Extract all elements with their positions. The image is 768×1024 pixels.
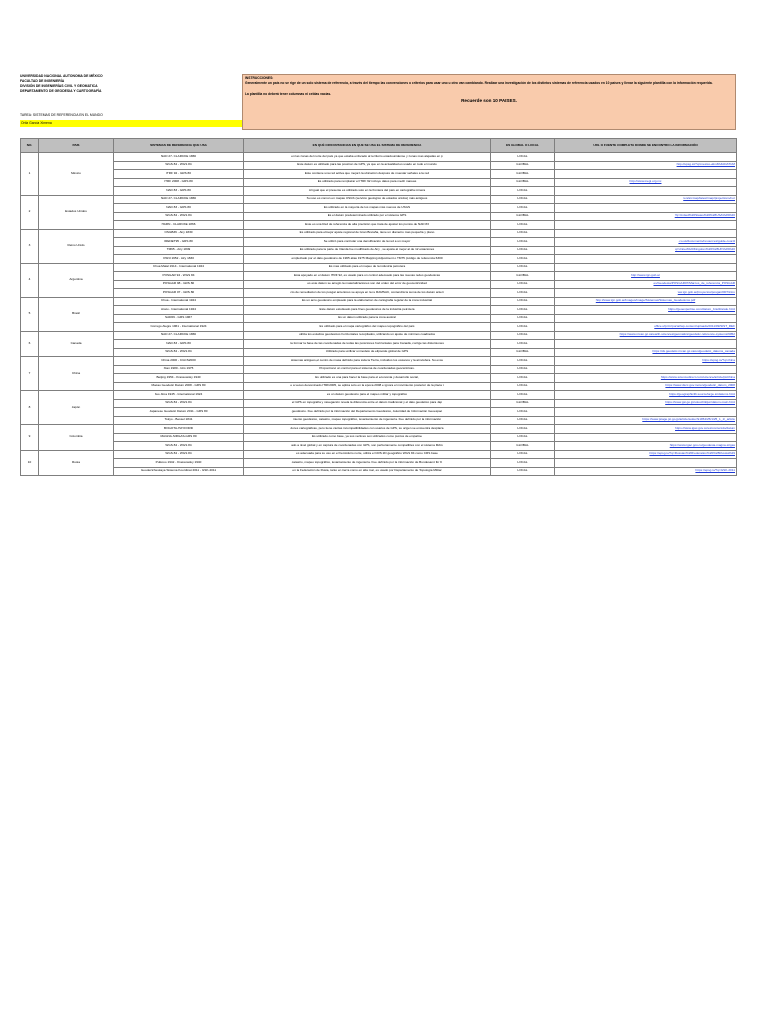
instructions-box — [242, 74, 736, 130]
scope-cell[interactable]: LOCAL — [491, 467, 555, 476]
circumstance-cell[interactable]: miento geodésico, catastro, mapeo topográfico, levantamiento de ingeniería. Fue definido por la información — [244, 416, 491, 425]
scope-cell[interactable]: LOCAL — [491, 221, 555, 230]
row-number[interactable]: 7 — [21, 357, 39, 391]
table-row — [21, 161, 737, 170]
scope-cell[interactable]: LOCAL — [491, 425, 555, 434]
source-url-cell[interactable]: https://www.sciencedirect.com/science/article/pii/china — [555, 374, 737, 383]
student-name-cell[interactable]: Ortiz García Ximena — [20, 120, 242, 127]
scope-cell[interactable]: LOCAL — [491, 289, 555, 298]
reference-system-cell[interactable]: WGS 84 - WGS 84 — [114, 450, 244, 459]
circumstance-cell[interactable]: Es un arco geodesico empleado para la elaboracion de cartografia regular de la zona industrial — [244, 297, 491, 306]
source-url-cell[interactable] — [555, 459, 737, 468]
circumstance-cell[interactable]: Su uso es comun en mapas USGS (servicio geologico de estados unidos) más antiguos — [244, 195, 491, 204]
table-row — [21, 314, 737, 323]
instructions-title: INSTRUCCIONES: — [245, 76, 274, 80]
circumstance-cell[interactable]: Proporcionó un control para el sistema de coordenadas geocéntricas. — [244, 365, 491, 374]
source-url-cell[interactable]: https://www.jstage.jst.go.jp/article/sokuchi1954/25/1/25_1_1/_article — [555, 416, 737, 425]
scope-cell[interactable]: LOCAL — [491, 331, 555, 340]
header-source: URL O FUENTE COMPLETA DONDE SE ENCONTRO LA INFORMACIÓN — [555, 139, 737, 153]
reference-system-cell[interactable]: NAD 27- CLARCKE 1866 — [114, 153, 244, 162]
country-cell[interactable]: China — [39, 357, 114, 391]
source-url-cell[interactable]: http://www.ign.gob.ar — [555, 272, 737, 281]
country-cell[interactable]: Colombia — [39, 425, 114, 451]
source-url-cell[interactable]: ww.ign.gob.ar/proyectos/posgar2007/intro — [555, 289, 737, 298]
scope-cell[interactable]: GLOBAL — [491, 212, 555, 221]
source-url-cell[interactable]: https://www.gsi.go.jp/sokuchikijun/datum-main.html — [555, 399, 737, 408]
table-row — [21, 365, 737, 374]
scope-cell[interactable]: LOCAL — [491, 416, 555, 425]
reference-system-cell[interactable]: NAD 27- CLARCKE 1866 — [114, 331, 244, 340]
table-row — [21, 323, 737, 332]
row-number[interactable]: 6 — [21, 331, 39, 357]
row-number[interactable]: 9 — [21, 425, 39, 451]
source-url-cell[interactable]: https://www.igac.gov.co/es/contenido/datum — [555, 425, 737, 434]
scope-cell[interactable]: LOCAL — [491, 450, 555, 459]
scope-cell[interactable]: LOCAL — [491, 340, 555, 349]
table-row — [21, 408, 737, 417]
reference-system-cell[interactable]: Beijing 1954 - Krassowsky 1940 — [114, 374, 244, 383]
reference-system-cell[interactable]: WGS 84 - WGS 84 — [114, 212, 244, 221]
scope-cell[interactable]: LOCAL — [491, 433, 555, 442]
table-row — [21, 297, 737, 306]
reference-system-cell[interactable]: POSGAR 94 - WGS 84 — [114, 272, 244, 281]
scope-cell[interactable]: LOCAL — [491, 306, 555, 315]
reference-system-cell[interactable]: Macao Geodetic Datum 2008 - GRS 80 — [114, 382, 244, 391]
scope-cell[interactable]: LOCAL — [491, 246, 555, 255]
reference-system-cell[interactable]: Xian 1980 - IAG 1975 — [114, 365, 244, 374]
table-row — [21, 433, 737, 442]
scope-cell[interactable]: LOCAL — [491, 255, 555, 264]
table-row — [21, 280, 737, 289]
reference-system-cell[interactable]: NAD 83 - GRS 80 — [114, 187, 244, 196]
table-row — [21, 306, 737, 315]
source-url-cell[interactable]: https://epsg.io/?q=china — [555, 357, 737, 366]
table-row — [21, 263, 737, 272]
table-row — [21, 399, 737, 408]
circumstance-cell[interactable]: e a veces denominado ITRF2005, se aplica solo en la época 2008 e ignora el movimiento posterior de la placa t — [244, 382, 491, 391]
source-url-cell[interactable] — [555, 255, 737, 264]
scope-cell[interactable]: GLOBAL — [491, 170, 555, 179]
reference-system-cell[interactable]: SAD69 - GRS 1967 — [114, 314, 244, 323]
circumstance-cell[interactable]: Es utilizado en la mayoría de los mapas más nuevos de USGS — [244, 204, 491, 213]
instructions-reminder: Recuerde son 10 PAISES. — [461, 97, 517, 103]
reference-systems-table — [20, 138, 737, 476]
reference-system-cell[interactable]: BOGOTA-HAYFORD — [114, 425, 244, 434]
source-url-cell[interactable]: http://www.ign.gob.ar/images/image/Sistemas/Sistemas_Geodesicos.pdf — [555, 297, 737, 306]
reference-system-cell[interactable]: POSGAR 07 - GRS 80 — [114, 289, 244, 298]
scope-cell[interactable]: LOCAL — [491, 391, 555, 400]
reference-system-cell[interactable]: NAD 83 - GRS 80 — [114, 204, 244, 213]
table-row — [21, 246, 737, 255]
country-cell[interactable]: Japón — [39, 391, 114, 425]
reference-system-cell[interactable]: Corrego Alegre 1961 - International 1924 — [114, 323, 244, 332]
table-row — [21, 331, 737, 340]
source-url-cell[interactable]: .co.uk/documents/resources/guide-coordi — [555, 238, 737, 247]
circumstance-cell[interactable]: Es utilizado para elmejor ajuste regional de Gran Bretaña, tiene un diametro mas pequeña y plano — [244, 229, 491, 238]
reference-system-cell[interactable]: China 2000 - CGCS2000 — [114, 357, 244, 366]
table-body — [21, 153, 737, 476]
scope-cell[interactable]: GLOBAL — [491, 348, 555, 357]
scope-cell[interactable]: LOCAL — [491, 229, 555, 238]
reference-system-cell[interactable]: ITRF 92 - GRS 80 — [114, 170, 244, 179]
reference-system-cell[interactable]: Japanese Geodetic Datum 2011 - GRS 80 — [114, 408, 244, 417]
department-name: DEPARTAMENTO DE GEODESIA Y CARTOGRAFÍA — [20, 89, 102, 94]
table-row — [21, 374, 737, 383]
circumstance-cell[interactable]: Es mas utilizado para el mapeo de la industria petrolera — [244, 263, 491, 272]
scope-cell[interactable]: LOCAL — [491, 187, 555, 196]
circumstance-cell[interactable]: en la Federación de Rusia, tanto en tierra como en alta mar, es usado por Departamento de Topología Militar — [244, 467, 491, 476]
source-url-cell[interactable] — [555, 314, 737, 323]
circumstance-cell[interactable]: catastro, mapeo topográfico, levantamiento de ingeniería. Fue definido por la información de Bundesamt für K — [244, 459, 491, 468]
circumstance-cell[interactable]: ado a nivel global y en captura de coordenadas con GPS, son perfectamente compatibles con el sistema MAG — [244, 442, 491, 451]
source-url-cell[interactable]: https://geoexpertise.com/datum_brazil/aratu.html — [555, 306, 737, 315]
university-name: UNIVERSIDAD NACIONAL AUTONOMA DE MÉXICO — [20, 74, 103, 78]
scope-cell[interactable]: LOCAL — [491, 382, 555, 391]
circumstance-cell[interactable]: Este datum estuituado para fines geodesicos de la industria petrolera — [244, 306, 491, 315]
source-url-cell[interactable]: q=United%20Kingdom%20%28UK%29%20 — [555, 246, 737, 255]
source-url-cell[interactable]: /en/arcmap/latest/map/projections/nor — [555, 195, 737, 204]
row-number[interactable]: 10 — [21, 450, 39, 476]
country-cell[interactable]: Argentina — [39, 263, 114, 297]
reference-system-cell[interactable]: Tokyo - Bessel 1841 — [114, 416, 244, 425]
scope-cell[interactable]: LOCAL — [491, 374, 555, 383]
source-url-cell[interactable]: https://epsg.io/?q=Russian%20Federation%20%28Russia%29 — [555, 450, 737, 459]
circumstance-cell[interactable]: sistemas antiguos,el centro de masa definido para toda la Tierra, incluidos los océanos y la atmósfera. Su exce — [244, 357, 491, 366]
reference-system-cell[interactable]: WGS 84 - WGS 84 — [114, 348, 244, 357]
reference-system-cell[interactable]: OSNI 1952 - Airy 1830 — [114, 255, 244, 264]
scope-cell[interactable]: GLOBAL — [491, 399, 555, 408]
source-url-cell[interactable]: office.ufpr.br/portal/wp-content/uploads/2011/09/SIST_REF — [555, 323, 737, 332]
reference-system-cell[interactable]: IRENET95 - GRS 80 — [114, 238, 244, 247]
table-row — [21, 467, 737, 476]
header-no: NO. — [21, 139, 39, 153]
row-number[interactable]: 3 — [21, 229, 39, 263]
reference-system-cell[interactable]: OSGB36 - Airy 1830 — [114, 229, 244, 238]
reference-system-cell[interactable]: POSGAR 98 - GRS 80 — [114, 280, 244, 289]
circumstance-cell[interactable]: utiliza los estudios geodesicos horizontales recopilados, utilizando un ajuste de minimos cuadrados — [244, 331, 491, 340]
source-url-cell[interactable]: es/Geodesia/POSGAR07/Marcos_de_referencia_POSGAR — [555, 280, 737, 289]
circumstance-cell[interactable]: Es utilizado para la parte de Irlanda fue modificado de Airy , se ajusta al mejor al de 12 estaciones — [244, 246, 491, 255]
scope-cell[interactable]: LOCAL — [491, 365, 555, 374]
table-row — [21, 221, 737, 230]
table-row — [21, 204, 737, 213]
source-url-cell[interactable] — [555, 170, 737, 179]
scope-cell[interactable]: GLOBAL — [491, 272, 555, 281]
header-circumstances: EN QUÉ CIRCUNTANCIAS EN QUE SE USA EL SISTEMA DE REFERENCIA — [244, 139, 491, 153]
source-url-cell[interactable] — [555, 263, 737, 272]
source-url-cell[interactable]: ?q=United%20States%20%28USA%29%20 — [555, 212, 737, 221]
source-url-cell[interactable]: https://geographiclib.sourceforge.io/datums.html — [555, 391, 737, 400]
table-row — [21, 459, 737, 468]
circumstance-cell[interactable]: es un datum geodesico para el mapeo militar y topografico — [244, 391, 491, 400]
circumstance-cell[interactable]: Es utilizado es una para hacer la base para el economia y desarrollo social, — [244, 374, 491, 383]
table-row — [21, 153, 737, 162]
table-row — [21, 416, 737, 425]
circumstance-cell[interactable]: Este es una Red de referencia de alta precisión que trata de ajustar los puntos de NAD 83 — [244, 221, 491, 230]
reference-system-cell[interactable]: Pulkovo 1942 - Krassowsky 1940 — [114, 459, 244, 468]
reference-system-cell[interactable]: Geodezicheskaya Sistema Koordinat 2011 - GSK-2011 — [114, 467, 244, 476]
table-row — [21, 450, 737, 459]
circumstance-cell[interactable]: Al igual que el presente es utilizado solo en la frontera del país en cartografía minera — [244, 187, 491, 196]
source-url-cell[interactable] — [555, 340, 737, 349]
circumstance-cell[interactable]: Es utilizado como base, ya sus vertices son utilizados como puntos de empalme — [244, 433, 491, 442]
circumstance-cell[interactable]: el GPS en topografía y navegación revela la diferencia entre el datum tradicional y el dato geodetico para Jap — [244, 399, 491, 408]
source-url-cell[interactable] — [555, 204, 737, 213]
table-row — [21, 382, 737, 391]
row-number[interactable]: 5 — [21, 297, 39, 331]
table-row — [21, 391, 737, 400]
circumstance-cell[interactable]: cto de remediacion de los posgar anteriores se apoya en la re RAMSAC, contendrá la suma de los datum anteri — [244, 289, 491, 298]
source-url-cell[interactable]: https://www.dscc.gov.mo/en/geodetic_datum_2008 — [555, 382, 737, 391]
circumstance-cell[interactable]: Se utilizó para controlar una densificación de la red a un mayor — [244, 238, 491, 247]
source-url-cell[interactable] — [555, 153, 737, 162]
table-row — [21, 272, 737, 281]
source-url-cell[interactable]: https://epsg.io/?q=GSK-2011 — [555, 467, 737, 476]
division-name: DIVISIÓN DE INGENIERÍAS CIVIL Y GEOMATICA — [20, 84, 98, 89]
scope-cell[interactable]: LOCAL — [491, 459, 555, 468]
reference-system-cell[interactable]: TM65 - Airy 1849 — [114, 246, 244, 255]
scope-cell[interactable]: LOCAL — [491, 195, 555, 204]
table-row — [21, 170, 737, 179]
source-url-cell[interactable]: http://www.inegi.org.mx — [555, 178, 737, 187]
table-header-row — [21, 139, 737, 153]
scope-cell[interactable]: LOCAL — [491, 238, 555, 247]
source-url-cell[interactable] — [555, 365, 737, 374]
source-url-cell[interactable]: https://ds.geodetic.rncan.gc.ca/en/geodetic_datums_canada — [555, 348, 737, 357]
reference-system-cell[interactable]: Chua Malal 1914 - International 1924 — [114, 263, 244, 272]
circumstance-cell[interactable]: es adecuada para su uso en el hemisferio norte, utiliza el CRS 2D geográfico WGS 84 como CRS base — [244, 450, 491, 459]
institution-header — [20, 74, 242, 94]
country-cell[interactable]: Brasil — [39, 297, 114, 331]
circumstance-cell[interactable]: Es el datum predeterminado utilizado por el sistema GPS — [244, 212, 491, 221]
circumstance-cell[interactable]: Es utilizado para remplazar el ITRF 92 incluye datos para medir mareas — [244, 178, 491, 187]
row-number[interactable]: 8 — [21, 391, 39, 425]
circumstance-cell[interactable]: es este datum se arreglo la materializaciones son del orden del error de geocentricidad — [244, 280, 491, 289]
source-url-cell[interactable] — [555, 187, 737, 196]
reference-system-cell[interactable]: NAD 27- CLARCKE 1866 — [114, 195, 244, 204]
header-systems: SISTEMAS DE REFERENCIA QUE USA — [114, 139, 244, 153]
reference-system-cell[interactable]: NAD 83 - GRS 80 — [114, 340, 244, 349]
instructions-body: Generalmente un país no se rige de un solo sistema de referencia, a través del tiempo las convenciones o criterios para usar uno u otro van cambiando. Realizar una investigación de los distintos sistemas de referencia usados en 10 países y llenar la siguiente plantilla con la información requerida. — [245, 80, 713, 85]
country-cell[interactable]: Estados Unidos — [39, 195, 114, 229]
row-number[interactable]: 2 — [21, 195, 39, 229]
circumstance-cell[interactable]: Esta apoyado en el datum ITRF 92, es usado para un control adecuado para las nuevas redes geodesicas — [244, 272, 491, 281]
table-row — [21, 289, 737, 298]
circumstance-cell[interactable]: Es utilizado para el mapa cartográfico del mapeo topográfico del país — [244, 323, 491, 332]
header-country: PAIS — [39, 139, 114, 153]
country-cell[interactable]: Rusia — [39, 450, 114, 476]
country-cell[interactable]: Reino Unido — [39, 229, 114, 263]
table-row — [21, 195, 737, 204]
source-url-cell[interactable]: http://epsg.io/?q=mexico+kind%3ADATUM — [555, 161, 737, 170]
scope-cell[interactable]: LOCAL — [491, 314, 555, 323]
reference-system-cell[interactable]: WGS 84 - WGS 84 — [114, 442, 244, 451]
scope-cell[interactable]: GLOBAL — [491, 442, 555, 451]
scope-cell[interactable]: GLOBAL — [491, 178, 555, 187]
circumstance-cell[interactable]: en las zonas del norte del país ya que estaba enfocado al territorio estadounidense y zonas mas alejadas en p — [244, 153, 491, 162]
table-row — [21, 255, 737, 264]
scope-cell[interactable]: LOCAL — [491, 153, 555, 162]
table-row — [21, 442, 737, 451]
circumstance-cell[interactable]: Este contiene una red activa que mejoró la ubicación después de muestar señales a la red — [244, 170, 491, 179]
reference-system-cell[interactable]: WGS 84 - WGS 84 — [114, 399, 244, 408]
source-url-cell[interactable] — [555, 229, 737, 238]
table-row — [21, 348, 737, 357]
scope-cell[interactable]: LOCAL — [491, 204, 555, 213]
table-row — [21, 178, 737, 187]
row-number[interactable]: 4 — [21, 263, 39, 297]
instructions-note: La plantilla no deberá tener columnas ni celdas vacías. — [245, 92, 332, 97]
circumstance-cell[interactable]: ra formar la base de las coordenadas de todas las posiciones horizontales para Canadá, corrige las distorsiones — [244, 340, 491, 349]
faculty-name: FACULTAD DE INGENIERÍA — [20, 79, 65, 84]
table-row — [21, 238, 737, 247]
scope-cell[interactable]: LOCAL — [491, 280, 555, 289]
source-url-cell[interactable]: https://www.nrcan.gc.ca/earth-sciences/geomatics/geodetic-reference-systems/9052 — [555, 331, 737, 340]
circumstance-cell[interactable]: Utilizado para unificar unmodelo de elipsoide global de GPS — [244, 348, 491, 357]
scope-cell[interactable]: LOCAL — [491, 323, 555, 332]
table-row — [21, 340, 737, 349]
source-url-cell[interactable] — [555, 433, 737, 442]
table-row — [21, 187, 737, 196]
table-row — [21, 425, 737, 434]
reference-system-cell[interactable]: WGS 84 - WGS 84 — [114, 161, 244, 170]
reference-system-cell[interactable]: Aratu - International 1924 — [114, 306, 244, 315]
scope-cell[interactable]: LOCAL — [491, 263, 555, 272]
circumstance-cell[interactable]: Es un datum utilizado para la zona austral — [244, 314, 491, 323]
reference-system-cell[interactable]: MAGNA-SIRGAS-GRS 80 — [114, 433, 244, 442]
circumstance-cell[interactable]: dores cartograficas, pero tiene ciertas incompatibilidades con usarios de GPS, su origen se encuentra desplaza — [244, 425, 491, 434]
table-row — [21, 229, 737, 238]
scope-cell[interactable]: GLOBAL — [491, 161, 555, 170]
reference-system-cell[interactable]: HARN - CLARCKE 1866 — [114, 221, 244, 230]
scope-cell[interactable]: LOCAL — [491, 357, 555, 366]
reference-system-cell[interactable]: Iwo Jima 1945 - International 1924 — [114, 391, 244, 400]
country-cell[interactable]: Canada — [39, 331, 114, 357]
reference-system-cell[interactable]: ITRF 2008 - GRS 80 — [114, 178, 244, 187]
scope-cell[interactable]: LOCAL — [491, 297, 555, 306]
source-url-cell[interactable] — [555, 408, 737, 417]
circumstance-cell[interactable]: geodésico. Fue definido por la información del Departamento Geodésico, Autoridad de Información Geoespac — [244, 408, 491, 417]
row-number[interactable]: 1 — [21, 153, 39, 196]
task-title: TAREA: SISTEMAS DE REFERENCIA EN EL MUNDO — [20, 113, 103, 117]
reference-system-cell[interactable]: Chua - International 1924 — [114, 297, 244, 306]
circumstance-cell[interactable]: Este datum es utilizado para las posicion de GPS, ya que en la actualidad es usado en todo el mundo — [244, 161, 491, 170]
source-url-cell[interactable]: https://www.igac.gov.co/geodesia-magna-sirgas — [555, 442, 737, 451]
source-url-cell[interactable] — [555, 221, 737, 230]
header-scope: ES GLOBAL O LOCAL — [491, 139, 555, 153]
table-row — [21, 212, 737, 221]
circumstance-cell[interactable]: empleizado por el dato geodésico de 1965 alias 1975 Mapping Adjustment o TM75 (código de referencia 6300 — [244, 255, 491, 264]
scope-cell[interactable]: LOCAL — [491, 408, 555, 417]
country-cell[interactable]: México — [39, 153, 114, 196]
table-row — [21, 357, 737, 366]
